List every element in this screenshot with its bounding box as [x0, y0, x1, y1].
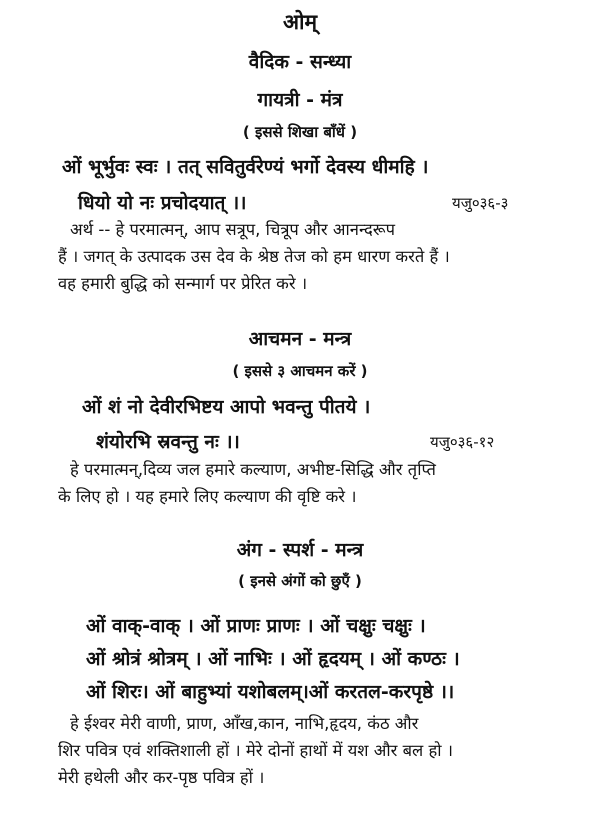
ang-sparsh-meaning-line-3: मेरी हथेली और कर-पृष्ठ पवित्र हों ।	[58, 768, 265, 787]
achaman-mantra-line-2: शंयोरभि स्रवन्तु नः ।।	[96, 431, 240, 453]
achaman-meaning-line-1: हे परमात्मन्,दिव्य जल हमारे कल्याण, अभीष्ट-सिद्धि और तृप्ति	[70, 460, 436, 479]
ang-sparsh-note: ( इनसे अंगों को छुएँ )	[238, 572, 362, 590]
ang-sparsh-title: अंग - स्पर्श - मन्त्र	[236, 539, 364, 561]
achaman-reference: यजु०३६-१२	[430, 433, 495, 451]
ang-sparsh-meaning-line-1: हे ईश्वर मेरी वाणी, प्राण, आँख,कान, नाभि,हृदय, कंठ और	[70, 714, 419, 733]
gayatri-meaning-line-2: हैं । जगत् के उत्पादक उस देव के श्रेष्ठ तेज को हम धारण करते हैं ।	[58, 247, 450, 266]
achaman-title: आचमन - मन्त्र	[248, 328, 352, 350]
gayatri-meaning	[58, 216, 558, 297]
gayatri-meaning-line-1: अर्थ -- हे परमात्मन्, आप सत्रूप, चित्रूप और आनन्दरूप	[70, 220, 395, 239]
ang-sparsh-mantra-line-2: ओं श्रोत्रं श्रोत्रम् । ओं नाभिः । ओं हृदयम् । ओं कण्ठः ।	[86, 648, 460, 670]
achaman-mantra-line-1: ओं शं नो देवीरभिष्टय आपो भवन्तु पीतये ।	[82, 396, 371, 418]
gayatri-mantra-line-1: ओं भूर्भुवः स्वः । तत् सवितुर्वरेण्यं भर्गो देवस्य धीमहि ।	[62, 156, 429, 178]
achaman-meaning-line-2: के लिए हो । यह हमारे लिए कल्याण की वृष्टि करे ।	[58, 487, 357, 506]
achaman-meaning	[58, 456, 558, 510]
achaman-note: ( इससे ३ आचमन करें )	[232, 362, 368, 380]
ang-sparsh-meaning	[58, 710, 558, 791]
gayatri-reference: यजु०३६-३	[452, 194, 509, 212]
gayatri-note: ( इससे शिखा बाँधें )	[242, 123, 358, 141]
gayatri-meaning-line-3: वह हमारी बुद्धि को सन्मार्ग पर प्रेरित करे ।	[58, 274, 308, 293]
gayatri-mantra-line-2: धियो यो नः प्रचोदयात् ।।	[78, 192, 247, 214]
gayatri-subtitle: गायत्री - मंत्र	[257, 89, 343, 111]
ang-sparsh-meaning-line-2: शिर पवित्र एवं शक्तिशाली हों । मेरे दोनों हाथों में यश और बल हो ।	[58, 741, 453, 760]
om-heading: ओम्	[282, 10, 318, 34]
ang-sparsh-mantra-line-3: ओं शिरः। ओं बाहुभ्यां यशोबलम्।ओं करतल-करपृष्ठे ।।	[86, 681, 455, 703]
ang-sparsh-mantra-line-1: ओं वाक्-वाक् । ओं प्राणः प्राणः । ओं चक्षुः चक्षुः ।	[86, 615, 426, 637]
sandhya-title: वैदिक - सन्ध्या	[248, 51, 352, 73]
